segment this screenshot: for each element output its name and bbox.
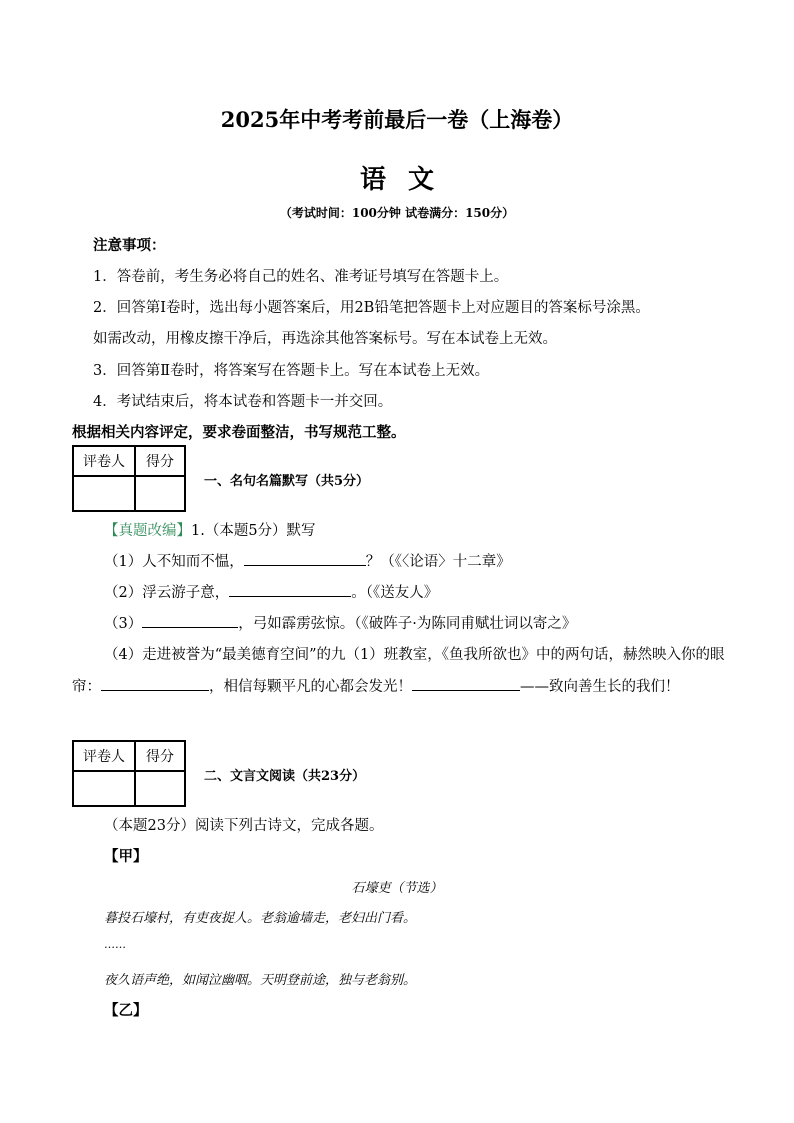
score-label: 得分 (135, 741, 185, 771)
question-1-4-line1: （4）走进被誉为“最美德育空间”的九（1）班教室，《鱼我所欲也》中的两句话，赫然映入你的眼 (104, 647, 725, 663)
poem-title: 石壕吏（节选） (351, 881, 443, 896)
poem-ellipsis: …… (104, 938, 126, 951)
q1-suffix: ？（《〈论语〉十二章》 (365, 554, 511, 570)
q2-prefix: （2）浮云游子意， (104, 585, 230, 601)
question-1-4-line2 (72, 675, 680, 696)
section-2-title: 二、文言文阅读（共23分） (204, 769, 366, 784)
answer-blank-1[interactable] (244, 551, 366, 566)
requirement-note: 根据相关内容评定，要求卷面整洁，书写规范工整。 (72, 424, 406, 441)
poem-line-1: 暮投石壕村，有吏夜捉人。老翁逾墙走，老妇出门看。 (104, 911, 417, 926)
answer-blank-4[interactable] (101, 676, 209, 691)
note-item-1: 1．答卷前，考生务必将自己的姓名、准考证号填写在答题卡上。 (93, 269, 509, 285)
question-1-1 (104, 550, 511, 571)
grader-cell (73, 476, 135, 511)
section-2-intro: （本题23分）阅读下列古诗文，完成各题。 (104, 818, 384, 834)
answer-blank-3[interactable] (142, 613, 238, 628)
passage-yi-label: 【乙】 (104, 1002, 148, 1019)
notes-heading: 注意事项： (93, 237, 166, 254)
note-item-2: 2．回答第Ⅰ卷时，选出每小题答案后，用2B铅笔把答题卡上对应题目的答案标号涂黑。 (93, 300, 650, 316)
exam-info: （考试时间：100分钟 试卷满分：150分） (279, 206, 515, 220)
score-cell (135, 771, 185, 806)
question-1-3 (104, 612, 576, 633)
note-item-4: 4．考试结束后，将本试卷和答题卡一并交回。 (93, 394, 393, 410)
q3-prefix: （3） (104, 616, 143, 632)
q4-prefix: 帘： (72, 679, 101, 695)
q1-prefix: （1）人不知而不愠， (104, 554, 244, 570)
answer-blank-2[interactable] (229, 582, 351, 597)
q2-suffix: 。（《送友人》 (351, 585, 439, 601)
grader-label: 评卷人 (73, 446, 135, 476)
q4-suffix: ——致向善生长的我们！ (520, 679, 680, 695)
question-1-label: 1.（本题5分）默写 (191, 523, 316, 539)
poem-line-2: 夜久语声绝，如闻泣幽咽。天明登前途，独与老翁别。 (104, 973, 417, 988)
section-1-title: 一、名句名篇默写（共5分） (204, 474, 370, 489)
score-table-2 (72, 740, 186, 807)
source-tag: 【真题改编】 (104, 523, 191, 539)
answer-blank-5[interactable] (412, 676, 520, 691)
subject-title: 语文 (359, 165, 456, 195)
q4-middle: ，相信每颗平凡的心都会发光！ (209, 679, 412, 695)
grader-cell (73, 771, 135, 806)
question-1-header (104, 519, 316, 540)
score-cell (135, 476, 185, 511)
note-item-2-cont: 如需改动，用橡皮擦干净后，再选涂其他答案标号。写在本试卷上无效。 (93, 331, 557, 347)
score-table-1 (72, 445, 186, 512)
question-1-2 (104, 581, 438, 602)
note-item-3: 3．回答第Ⅱ卷时，将答案写在答题卡上。写在本试卷上无效。 (93, 363, 490, 379)
q3-suffix: ，弓如霹雳弦惊。（《破阵子·为陈同甫赋壮词以寄之》 (238, 616, 577, 632)
page-title: 2025年中考考前最后一卷（上海卷） (220, 107, 574, 132)
grader-label: 评卷人 (73, 741, 135, 771)
score-label: 得分 (135, 446, 185, 476)
passage-jia-label: 【甲】 (104, 848, 148, 865)
